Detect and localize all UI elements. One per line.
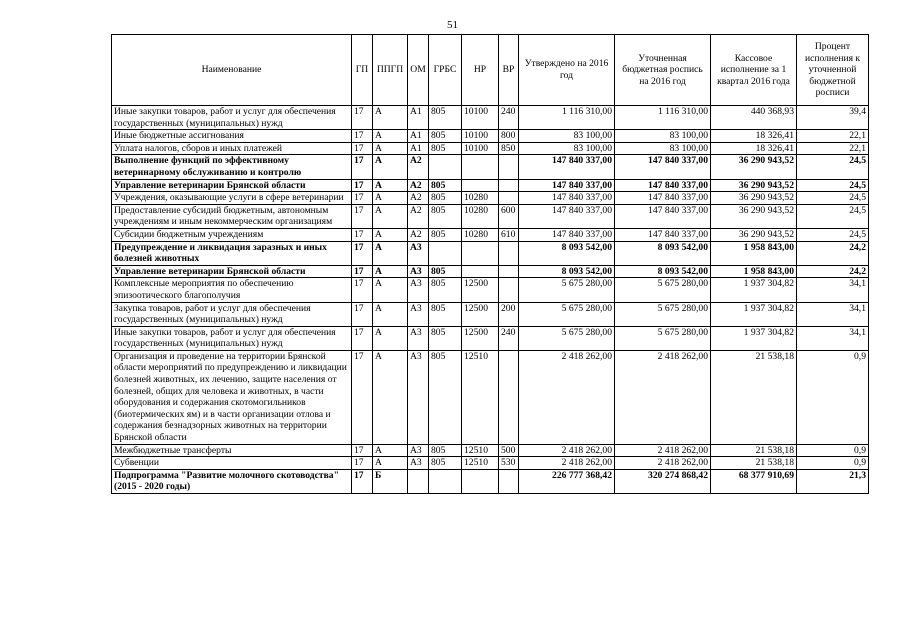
- cell-cash: 36 290 943,52: [711, 204, 797, 228]
- cell-om: А3: [408, 457, 429, 470]
- cell-om: А2: [408, 155, 429, 179]
- cell-approved: 226 777 368,42: [519, 469, 615, 493]
- cell-approved: 5 675 280,00: [519, 326, 615, 350]
- cell-percent: 24,5: [797, 155, 869, 179]
- cell-approved: 2 418 262,00: [519, 444, 615, 457]
- cell-percent: 0,9: [797, 444, 869, 457]
- cell-om: А1: [408, 142, 429, 155]
- col-header-revised: Уточненная бюджетная роспись на 2016 год: [615, 35, 711, 106]
- cell-revised: 2 418 262,00: [615, 444, 711, 457]
- cell-approved: 83 100,00: [519, 130, 615, 143]
- cell-grbs: 805: [429, 278, 462, 302]
- cell-cash: 36 290 943,52: [711, 228, 797, 241]
- cell-grbs: 805: [429, 265, 462, 278]
- cell-gp: 17: [352, 241, 373, 265]
- cell-name: Подпрограмма "Развитие молочного скотоводства" (2015 - 2020 годы): [112, 469, 352, 493]
- cell-grbs: 805: [429, 192, 462, 205]
- cell-cash: 18 326,41: [711, 130, 797, 143]
- cell-om: [408, 469, 429, 493]
- cell-approved: 83 100,00: [519, 142, 615, 155]
- table-row: [112, 130, 869, 143]
- cell-percent: 34,1: [797, 278, 869, 302]
- table-row: [112, 106, 869, 130]
- cell-ppgp: А: [373, 142, 408, 155]
- cell-np: [462, 469, 499, 493]
- cell-ppgp: А: [373, 350, 408, 444]
- table-row: [112, 326, 869, 350]
- cell-name: Предоставление субсидий бюджетным, автономным учреждениям и иным некоммерческим организациям: [112, 204, 352, 228]
- table-row: [112, 228, 869, 241]
- table-row: [112, 142, 869, 155]
- cell-vr: [499, 179, 519, 192]
- cell-percent: 0,9: [797, 350, 869, 444]
- cell-name: Учреждения, оказывающие услуги в сфере ветеринарии: [112, 192, 352, 205]
- cell-gp: 17: [352, 106, 373, 130]
- cell-gp: 17: [352, 155, 373, 179]
- cell-ppgp: А: [373, 192, 408, 205]
- cell-gp: 17: [352, 130, 373, 143]
- cell-grbs: 805: [429, 326, 462, 350]
- col-header-percent: Процент исполнения к уточненной бюджетной росписи: [797, 35, 869, 106]
- cell-vr: 200: [499, 302, 519, 326]
- cell-np: 10100: [462, 142, 499, 155]
- cell-np: 12510: [462, 457, 499, 470]
- cell-grbs: 805: [429, 444, 462, 457]
- cell-grbs: 805: [429, 457, 462, 470]
- table-row: [112, 155, 869, 179]
- cell-grbs: 805: [429, 106, 462, 130]
- cell-revised: 5 675 280,00: [615, 326, 711, 350]
- page-number: 51: [447, 19, 458, 31]
- cell-om: А3: [408, 444, 429, 457]
- col-header-gp: ГП: [352, 35, 373, 106]
- cell-revised: 8 093 542,00: [615, 241, 711, 265]
- cell-vr: 800: [499, 130, 519, 143]
- cell-cash: 36 290 943,52: [711, 179, 797, 192]
- cell-vr: [499, 350, 519, 444]
- cell-vr: [499, 469, 519, 493]
- col-header-ppgp: ППГП: [373, 35, 408, 106]
- cell-revised: 1 116 310,00: [615, 106, 711, 130]
- cell-cash: 1 937 304,82: [711, 326, 797, 350]
- cell-gp: 17: [352, 192, 373, 205]
- cell-revised: 2 418 262,00: [615, 457, 711, 470]
- cell-om: А2: [408, 228, 429, 241]
- cell-ppgp: А: [373, 179, 408, 192]
- cell-np: 12500: [462, 278, 499, 302]
- cell-name: Иные бюджетные ассигнования: [112, 130, 352, 143]
- cell-np: [462, 179, 499, 192]
- budget-table: [111, 34, 869, 494]
- cell-cash: 1 937 304,82: [711, 302, 797, 326]
- cell-approved: 147 840 337,00: [519, 192, 615, 205]
- cell-om: А3: [408, 265, 429, 278]
- cell-approved: 147 840 337,00: [519, 228, 615, 241]
- cell-om: А3: [408, 302, 429, 326]
- cell-grbs: 805: [429, 204, 462, 228]
- cell-name: Управление ветеринарии Брянской области: [112, 179, 352, 192]
- cell-cash: 440 368,93: [711, 106, 797, 130]
- col-header-vr: ВР: [499, 35, 519, 106]
- cell-ppgp: А: [373, 326, 408, 350]
- cell-ppgp: А: [373, 155, 408, 179]
- cell-gp: 17: [352, 278, 373, 302]
- cell-name: Иные закупки товаров, работ и услуг для обеспечения государственных (муниципальных) нужд: [112, 106, 352, 130]
- cell-vr: 610: [499, 228, 519, 241]
- cell-vr: [499, 192, 519, 205]
- cell-vr: [499, 155, 519, 179]
- cell-ppgp: Б: [373, 469, 408, 493]
- cell-grbs: 805: [429, 302, 462, 326]
- cell-gp: 17: [352, 469, 373, 493]
- cell-percent: 22,1: [797, 130, 869, 143]
- cell-percent: 0,9: [797, 457, 869, 470]
- cell-percent: 24,5: [797, 228, 869, 241]
- cell-revised: 320 274 868,42: [615, 469, 711, 493]
- cell-np: 12500: [462, 326, 499, 350]
- cell-vr: 240: [499, 106, 519, 130]
- cell-cash: 1 958 843,00: [711, 265, 797, 278]
- cell-name: Предупреждение и ликвидация заразных и иных болезней животных: [112, 241, 352, 265]
- cell-name: Межбюджетные трансферты: [112, 444, 352, 457]
- cell-vr: [499, 278, 519, 302]
- cell-gp: 17: [352, 228, 373, 241]
- cell-vr: 500: [499, 444, 519, 457]
- cell-vr: [499, 241, 519, 265]
- cell-percent: 34,1: [797, 302, 869, 326]
- cell-om: А1: [408, 130, 429, 143]
- cell-approved: 147 840 337,00: [519, 204, 615, 228]
- cell-cash: 1 937 304,82: [711, 278, 797, 302]
- cell-grbs: 805: [429, 130, 462, 143]
- cell-om: А1: [408, 106, 429, 130]
- col-header-np: НР: [462, 35, 499, 106]
- cell-ppgp: А: [373, 241, 408, 265]
- cell-percent: 22,1: [797, 142, 869, 155]
- cell-name: Субвенции: [112, 457, 352, 470]
- cell-cash: 68 377 910,69: [711, 469, 797, 493]
- cell-om: А3: [408, 241, 429, 265]
- col-header-om: ОМ: [408, 35, 429, 106]
- cell-revised: 2 418 262,00: [615, 350, 711, 444]
- cell-grbs: 805: [429, 179, 462, 192]
- cell-ppgp: А: [373, 302, 408, 326]
- cell-ppgp: А: [373, 444, 408, 457]
- cell-name: Уплата налогов, сборов и иных платежей: [112, 142, 352, 155]
- col-header-approved: Утверждено на 2016 год: [519, 35, 615, 106]
- cell-approved: 147 840 337,00: [519, 155, 615, 179]
- cell-name: Организация и проведение на территории Брянской области мероприятий по предупреждению и ликвидации болезней животных, их лечению, защите населения от болезней, общих для человека и животных, в части оборудования и содержания скотомогильников (биотермических ям) и в части организации отлова и содержания безнадзорных животных на территории Брянской области: [112, 350, 352, 444]
- cell-approved: 147 840 337,00: [519, 179, 615, 192]
- table-row: [112, 204, 869, 228]
- cell-vr: 850: [499, 142, 519, 155]
- cell-cash: 21 538,18: [711, 350, 797, 444]
- cell-approved: 8 093 542,00: [519, 265, 615, 278]
- cell-cash: 36 290 943,52: [711, 155, 797, 179]
- cell-cash: 21 538,18: [711, 444, 797, 457]
- cell-np: [462, 155, 499, 179]
- cell-om: А2: [408, 204, 429, 228]
- cell-vr: 600: [499, 204, 519, 228]
- cell-grbs: [429, 155, 462, 179]
- table-row: [112, 278, 869, 302]
- cell-revised: 83 100,00: [615, 142, 711, 155]
- cell-om: А2: [408, 179, 429, 192]
- cell-approved: 1 116 310,00: [519, 106, 615, 130]
- cell-percent: 39,4: [797, 106, 869, 130]
- cell-grbs: [429, 469, 462, 493]
- cell-revised: 8 093 542,00: [615, 265, 711, 278]
- table-row: [112, 241, 869, 265]
- cell-revised: 147 840 337,00: [615, 192, 711, 205]
- cell-name: Управление ветеринарии Брянской области: [112, 265, 352, 278]
- col-header-cash: Кассовое исполнение за 1 квартал 2016 года: [711, 35, 797, 106]
- cell-percent: 24,5: [797, 179, 869, 192]
- cell-np: 12500: [462, 302, 499, 326]
- cell-revised: 147 840 337,00: [615, 204, 711, 228]
- cell-np: [462, 265, 499, 278]
- table-row: [112, 469, 869, 493]
- cell-revised: 83 100,00: [615, 130, 711, 143]
- cell-gp: 17: [352, 179, 373, 192]
- table-row: [112, 444, 869, 457]
- cell-ppgp: А: [373, 106, 408, 130]
- cell-revised: 147 840 337,00: [615, 228, 711, 241]
- cell-ppgp: А: [373, 457, 408, 470]
- cell-ppgp: А: [373, 130, 408, 143]
- cell-gp: 17: [352, 457, 373, 470]
- cell-vr: [499, 265, 519, 278]
- cell-grbs: 805: [429, 228, 462, 241]
- col-header-name: Наименование: [112, 35, 352, 106]
- table-row: [112, 265, 869, 278]
- cell-np: [462, 241, 499, 265]
- cell-cash: 18 326,41: [711, 142, 797, 155]
- cell-vr: 240: [499, 326, 519, 350]
- cell-cash: 1 958 843,00: [711, 241, 797, 265]
- cell-cash: 36 290 943,52: [711, 192, 797, 205]
- cell-grbs: 805: [429, 142, 462, 155]
- cell-gp: 17: [352, 350, 373, 444]
- cell-name: Выполнение функций по эффективному ветеринарному обслуживанию и контролю: [112, 155, 352, 179]
- cell-cash: 21 538,18: [711, 457, 797, 470]
- cell-approved: 8 093 542,00: [519, 241, 615, 265]
- cell-gp: 17: [352, 204, 373, 228]
- table-row: [112, 350, 869, 444]
- cell-om: А3: [408, 278, 429, 302]
- cell-np: 10100: [462, 130, 499, 143]
- cell-revised: 5 675 280,00: [615, 278, 711, 302]
- cell-gp: 17: [352, 326, 373, 350]
- cell-grbs: [429, 241, 462, 265]
- cell-name: Закупка товаров, работ и услуг для обеспечения государственных (муниципальных) нужд: [112, 302, 352, 326]
- cell-approved: 5 675 280,00: [519, 278, 615, 302]
- cell-percent: 34,1: [797, 326, 869, 350]
- cell-percent: 24,2: [797, 241, 869, 265]
- table-row: [112, 192, 869, 205]
- cell-np: 12510: [462, 444, 499, 457]
- cell-np: 10100: [462, 106, 499, 130]
- cell-np: 10280: [462, 204, 499, 228]
- cell-ppgp: А: [373, 265, 408, 278]
- cell-revised: 147 840 337,00: [615, 179, 711, 192]
- cell-gp: 17: [352, 265, 373, 278]
- cell-gp: 17: [352, 142, 373, 155]
- cell-om: А2: [408, 192, 429, 205]
- cell-gp: 17: [352, 302, 373, 326]
- cell-name: Комплексные мероприятия по обеспечению эпизоотического благополучия: [112, 278, 352, 302]
- cell-om: А3: [408, 350, 429, 444]
- table-row: [112, 302, 869, 326]
- cell-approved: 2 418 262,00: [519, 350, 615, 444]
- table-row: [112, 457, 869, 470]
- cell-name: Иные закупки товаров, работ и услуг для обеспечения государственных (муниципальных) нужд: [112, 326, 352, 350]
- table-row: [112, 179, 869, 192]
- cell-gp: 17: [352, 444, 373, 457]
- cell-approved: 2 418 262,00: [519, 457, 615, 470]
- cell-percent: 21,3: [797, 469, 869, 493]
- cell-np: 12510: [462, 350, 499, 444]
- cell-revised: 5 675 280,00: [615, 302, 711, 326]
- cell-approved: 5 675 280,00: [519, 302, 615, 326]
- cell-name: Субсидии бюджетным учреждениям: [112, 228, 352, 241]
- cell-grbs: 805: [429, 350, 462, 444]
- cell-percent: 24,2: [797, 265, 869, 278]
- cell-om: А3: [408, 326, 429, 350]
- cell-np: 10280: [462, 228, 499, 241]
- cell-ppgp: А: [373, 228, 408, 241]
- cell-ppgp: А: [373, 278, 408, 302]
- cell-revised: 147 840 337,00: [615, 155, 711, 179]
- cell-percent: 24,5: [797, 192, 869, 205]
- table-header-row: [112, 35, 869, 106]
- cell-percent: 24,5: [797, 204, 869, 228]
- cell-ppgp: А: [373, 204, 408, 228]
- col-header-grbs: ГРБС: [429, 35, 462, 106]
- cell-np: 10280: [462, 192, 499, 205]
- cell-vr: 530: [499, 457, 519, 470]
